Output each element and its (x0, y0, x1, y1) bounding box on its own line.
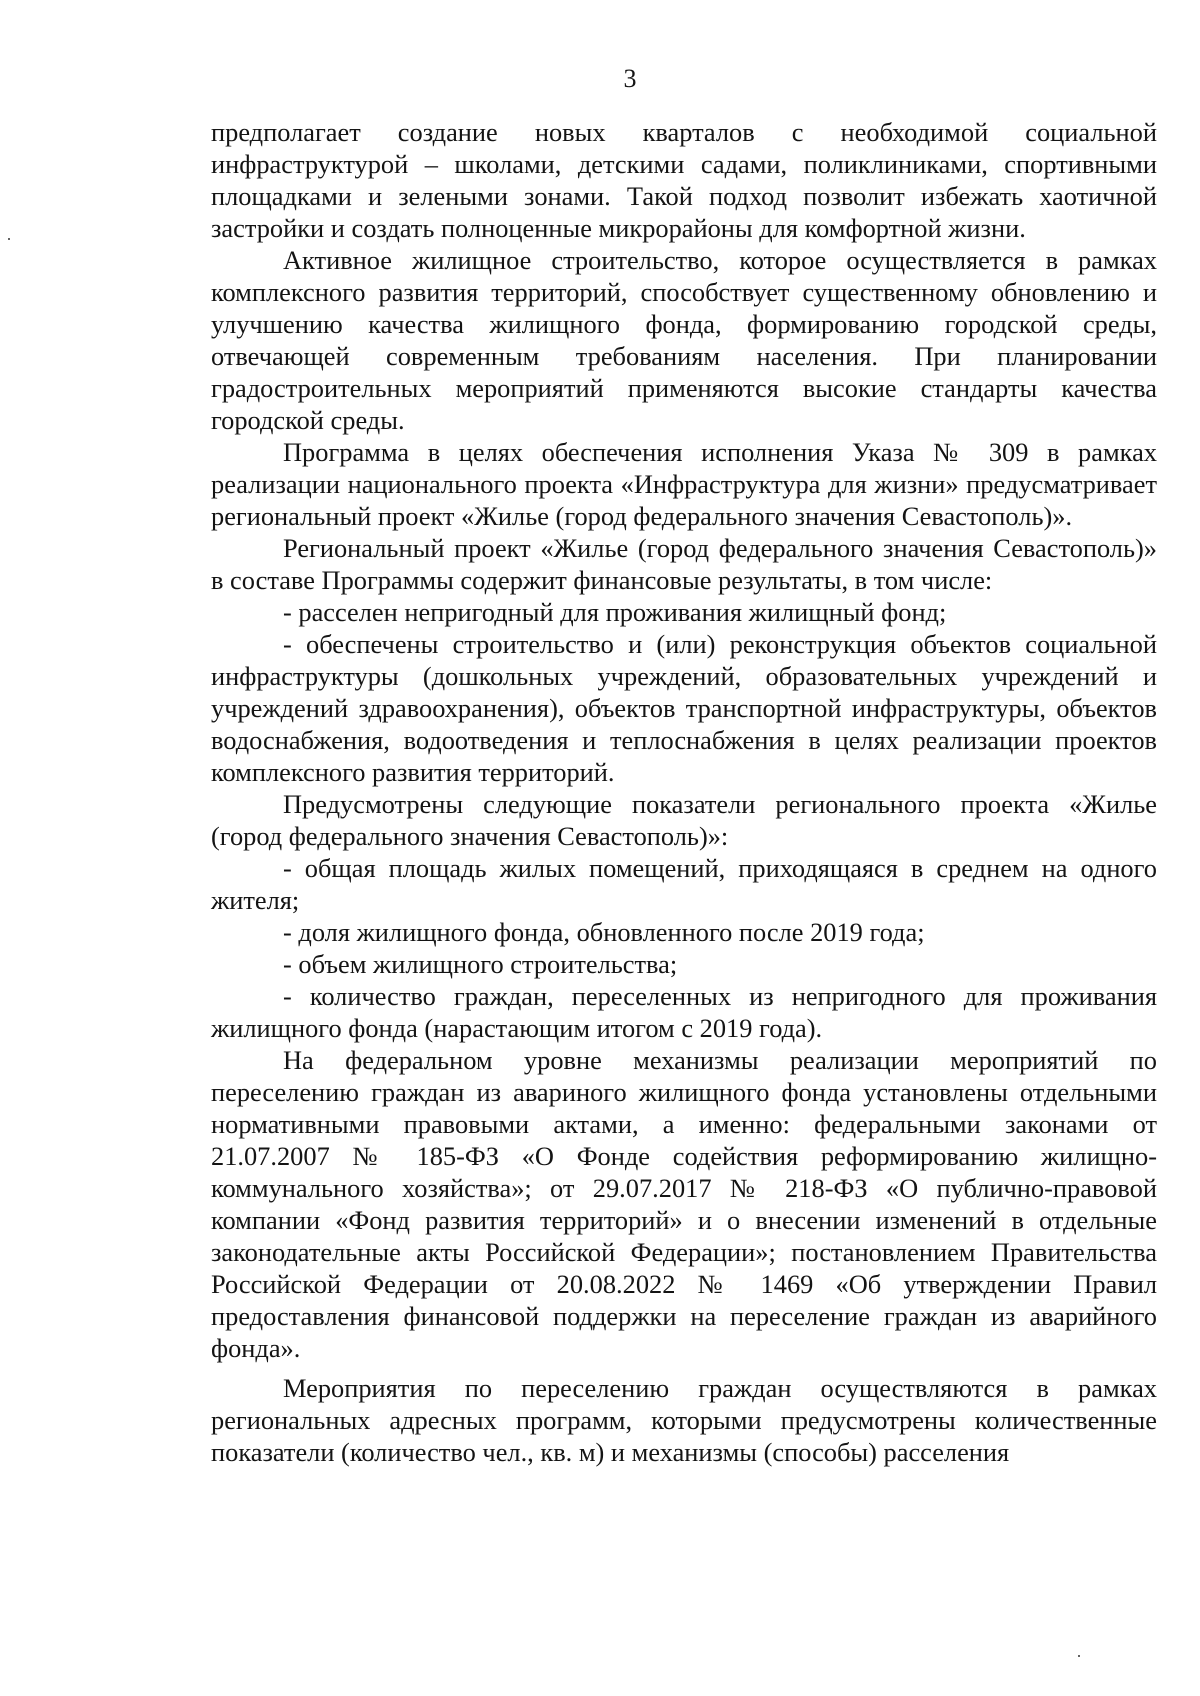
paragraph: На федеральном уровне механизмы реализации мероприятий по переселению граждан из авариного жилищного фонда установлены отдельными нормативными правовыми актами, а именно: федеральными законами от 21.07.2007 № 185-ФЗ «О Фонде содействия реформированию жилищно-коммунального хозяйства»; от 29.07.2017 № 218-ФЗ «О публично-правовой компании «Фонд развития территорий» и о внесении изменений в отдельные законодательные акты Российской Федерации»; постановлением Правительства Российской Федерации от 20.08.2022 № 1469 «Об утверждении Правил предоставления финансовой поддержки на переселение граждан из аварийного фонда». (211, 1045, 1157, 1363)
list-item: - общая площадь жилых помещений, приходящаяся в среднем на одного жителя; (211, 853, 1157, 915)
paragraph: Предусмотрены следующие показатели регионального проекта «Жилье (город федерального значения Севастополь)»: (211, 789, 1157, 851)
list-item: - доля жилищного фонда, обновленного после 2019 года; (283, 917, 925, 947)
scan-speck (8, 238, 10, 240)
paragraph: Региональный проект «Жилье (город федерального значения Севастополь)» в составе Программы содержит финансовые результаты, в том числе: (211, 533, 1157, 595)
list-item: - количество граждан, переселенных из непригодного для проживания жилищного фонда (нарастающим итогом с 2019 года). (211, 981, 1157, 1043)
scan-speck (1078, 1655, 1080, 1657)
list-item: - объем жилищного строительства; (283, 949, 678, 979)
page-number: 3 (623, 64, 637, 93)
paragraph: Активное жилищное строительство, которое осуществляется в рамках комплексного развития территорий, способствует существенному обновлению и улучшению качества жилищного фонда, формированию городской среды, отвечающей современным требованиям населения. При планировании градостроительных мероприятий применяются высокие стандарты качества городской среды. (211, 245, 1157, 435)
list-item: - обеспечены строительство и (или) реконструкция объектов социальной инфраструктуры (дошкольных учреждений, образовательных учреждений и учреждений здравоохранения), объектов транспортной инфраструктуры, объектов водоснабжения, водоотведения и теплоснабжения в целях реализации проектов комплексного развития территорий. (211, 629, 1157, 787)
paragraph: Программа в целях обеспечения исполнения Указа № 309 в рамках реализации национального проекта «Инфраструктура для жизни» предусматривает региональный проект «Жилье (город федерального значения Севастополь)». (211, 437, 1157, 531)
document-body (211, 116, 1157, 1468)
list-item: - расселен непригодный для проживания жилищный фонд; (283, 597, 947, 627)
paragraph: Мероприятия по переселению граждан осуществляются в рамках региональных адресных программ, которыми предусмотрены количественные показатели (количество чел., кв. м) и механизмы (способы) расселения (211, 1373, 1157, 1467)
paragraph: предполагает создание новых кварталов с необходимой социальной инфраструктурой – школами, детскими садами, поликлиниками, спортивными площадками и зелеными зонами. Такой подход позволит избежать хаотичной застройки и создать полноценные микрорайоны для комфортной жизни. (211, 117, 1157, 243)
